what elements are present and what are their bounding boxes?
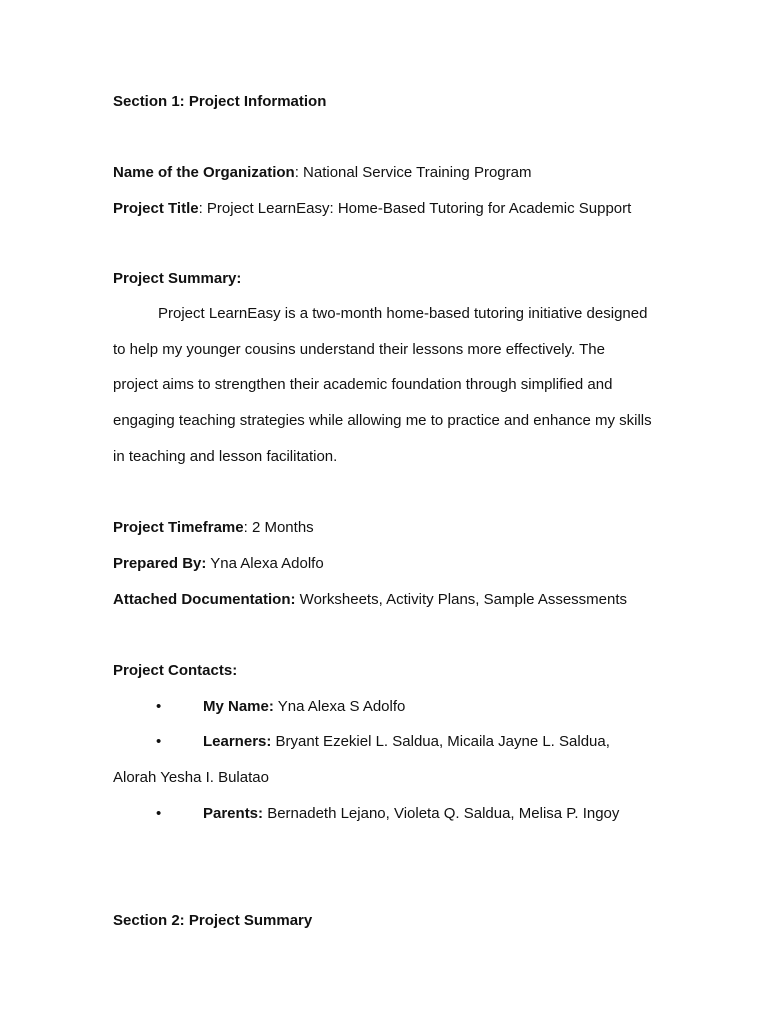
contact-value: Yna Alexa S Adolfo xyxy=(273,698,406,715)
bullet-icon: • xyxy=(156,698,162,715)
summary-paragraph-line-4: engaging teaching strategies while allowing me to practice and enhance my skills xyxy=(113,412,652,429)
contact-item-learners xyxy=(203,733,610,751)
documentation-value: Worksheets, Activity Plans, Sample Assessments xyxy=(295,591,628,608)
contact-label: Learners: xyxy=(203,733,272,750)
prepared-by-value: Yna Alexa Adolfo xyxy=(206,555,324,572)
summary-paragraph-line-5: in teaching and lesson facilitation. xyxy=(113,448,338,465)
contact-learners-continuation: Alorah Yesha I. Bulatao xyxy=(113,769,269,786)
contact-item-parents xyxy=(203,805,619,823)
summary-paragraph-line-3: project aims to strengthen their academic foundation through simplified and xyxy=(113,376,613,393)
organization-value: : National Service Training Program xyxy=(294,164,532,181)
project-contacts-label: Project Contacts: xyxy=(113,662,238,679)
bullet-icon: • xyxy=(156,733,162,750)
project-summary-label: Project Summary: xyxy=(113,270,242,287)
section-2-heading: Section 2: Project Summary xyxy=(113,912,313,929)
project-title-value: : Project LearnEasy: Home-Based Tutoring for Academic Support xyxy=(198,200,632,217)
summary-paragraph-line-1: Project LearnEasy is a two-month home-based tutoring initiative designed xyxy=(158,305,648,322)
organization-label: Name of the Organization xyxy=(113,164,295,181)
contact-label: Parents: xyxy=(203,805,264,822)
project-title-line xyxy=(113,200,631,218)
contact-item-my-name xyxy=(203,698,405,716)
documentation-line xyxy=(113,591,627,609)
timeframe-line xyxy=(113,519,314,537)
documentation-label: Attached Documentation: xyxy=(113,591,296,608)
summary-paragraph-line-2: to help my younger cousins understand their lessons more effectively. The xyxy=(113,341,605,358)
timeframe-label: Project Timeframe xyxy=(113,519,244,536)
contact-label: My Name: xyxy=(203,698,274,715)
project-title-label: Project Title xyxy=(113,200,199,217)
contact-value: Bryant Ezekiel L. Saldua, Micaila Jayne L. Saldua, xyxy=(271,733,610,750)
prepared-by-label: Prepared By: xyxy=(113,555,207,572)
prepared-by-line xyxy=(113,555,324,573)
contact-value: Bernadeth Lejano, Violeta Q. Saldua, Melisa P. Ingoy xyxy=(263,805,620,822)
section-1-heading: Section 1: Project Information xyxy=(113,93,327,110)
bullet-icon: • xyxy=(156,805,162,822)
organization-line xyxy=(113,164,531,182)
timeframe-value: : 2 Months xyxy=(243,519,314,536)
